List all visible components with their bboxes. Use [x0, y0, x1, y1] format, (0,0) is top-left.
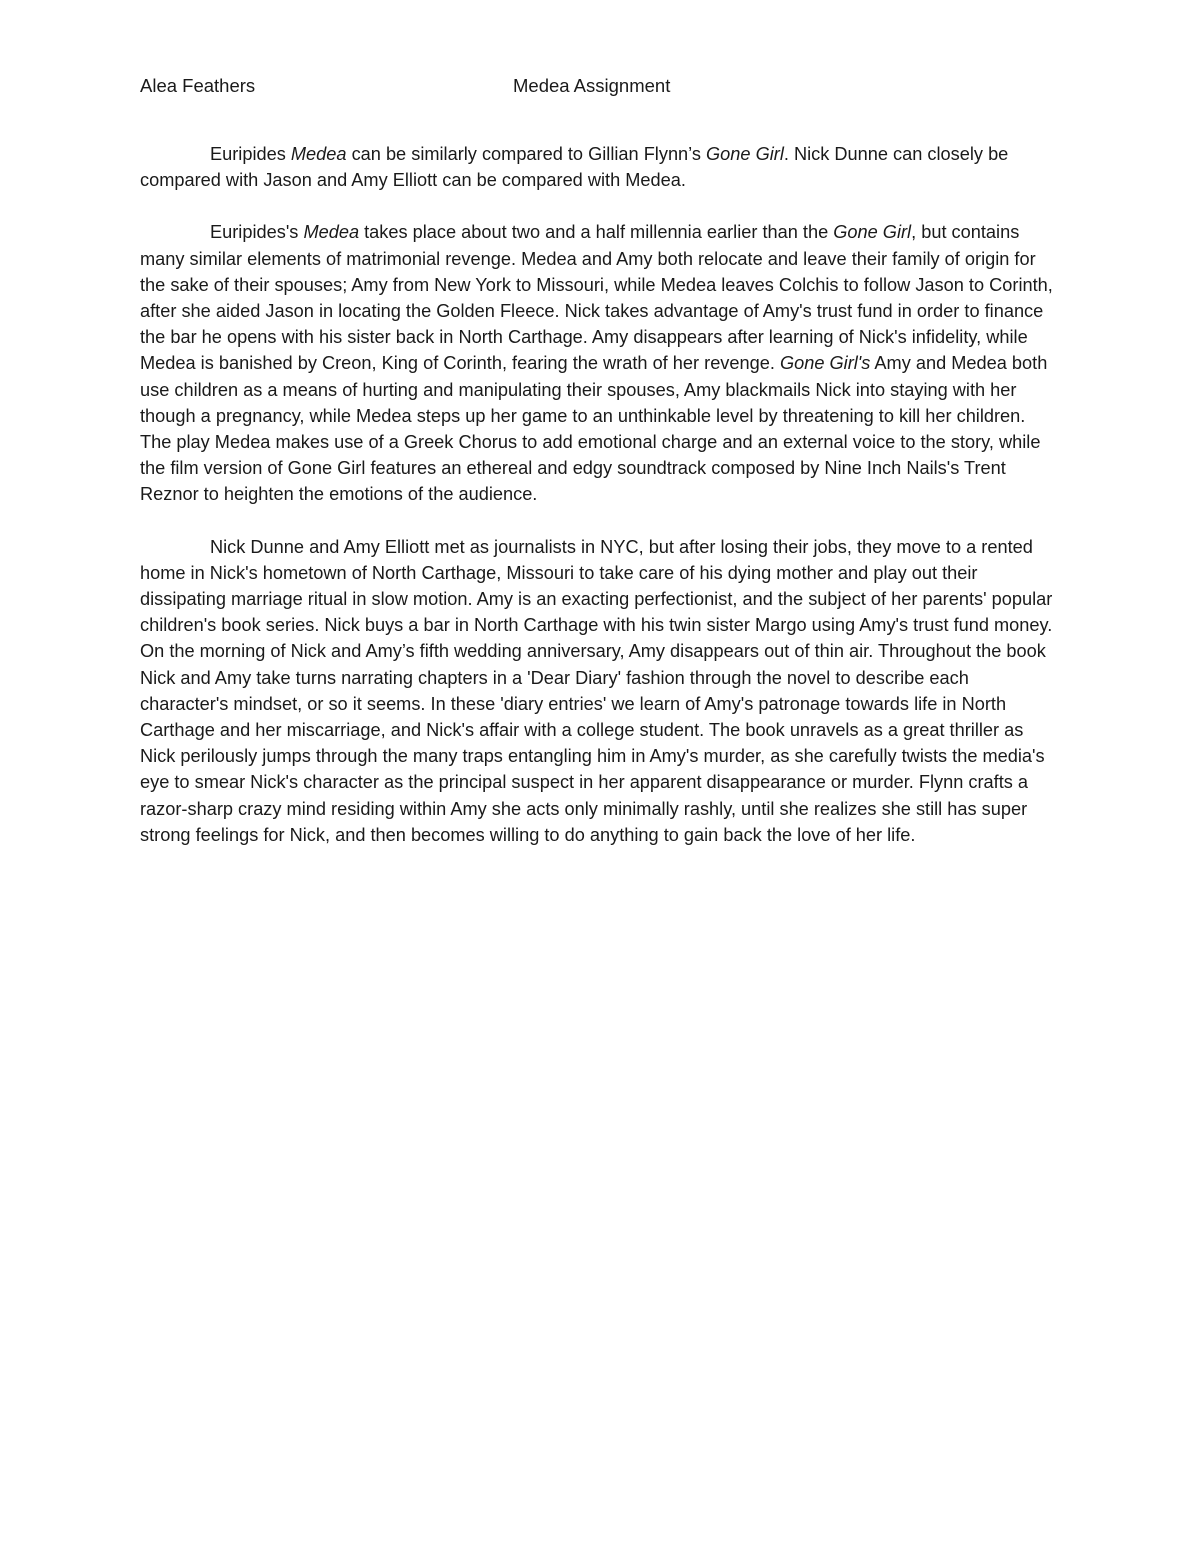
page-header — [140, 72, 1060, 100]
author-name: Alea Feathers — [140, 75, 256, 96]
italic-title-segment: Gone Girl — [706, 144, 784, 164]
essay-body — [140, 141, 1060, 874]
text-segment: . Nick Dunne can closely be compared with Jason and Amy Elliott can be compared with Medea. — [140, 144, 1009, 191]
text-segment: Amy and Medea both use children as a means of hurting and manipulating their spouses, Amy blackmails Nick into staying with her though a pregnancy, while Medea steps up her game to an unthinkable level by threatening to kill her children. The play Medea makes use of a Greek Chorus to add emotional charge and an external voice to the story, while the film version of Gone Girl features an ethereal and edgy soundtrack composed by Nine Inch Nails's Trent Reznor to heighten the emotions of the audience. — [140, 353, 1048, 505]
assignment-title: Medea Assignment — [513, 75, 671, 96]
paragraph-2 — [140, 219, 1060, 507]
text-segment: Euripides's — [210, 222, 304, 243]
paragraph-3 — [140, 534, 1060, 848]
italic-title-segment: Medea — [303, 222, 360, 243]
italic-title-segment: Gone Girl's — [779, 353, 871, 374]
text-segment: Euripides — [210, 144, 291, 164]
text-segment: takes place about two and a half millennia earlier than the — [359, 222, 834, 243]
text-segment: , but contains many similar elements of matrimonial revenge. Medea and Amy both relocate and leave their family of origin for the sake of their spouses; Amy from New York to Missouri, while Medea leaves Colchis to follow Jason to Corinth, after she aided Jason in locating the Golden Fleece. Nick takes advantage of Amy's trust fund in order to finance the bar he opens with his sister back in North Carthage. Amy disappears after learning of Nick's infidelity, while Medea is banished by Creon, King of Corinth, fearing the wrath of her revenge. — [140, 222, 1053, 374]
italic-title-segment: Gone Girl — [833, 222, 912, 243]
paragraph-1 — [140, 141, 1060, 193]
italic-title-segment: Medea — [290, 144, 347, 164]
text-segment: Nick Dunne and Amy Elliott met as journalists in NYC, but after losing their jobs, they move to a rented home in Nick's hometown of North Carthage, Missouri to take care of his dying mother and play out their dissipating marriage ritual in slow motion. Amy is an exacting perfectionist, and the subject of her parents' popular children's book series. Nick buys a bar in North Carthage with his twin sister Margo using Amy's trust fund money. On the morning of Nick and Amy’s fifth wedding anniversary, Amy disappears out of thin air. Throughout the book Nick and Amy take turns narrating chapters in a 'Dear Diary' fashion through the novel to describe each character's mindset, or so it seems. In these 'diary entries' we learn of Amy's patronage towards life in North Carthage and her miscarriage, and Nick's affair with a college student. The book unravels as a great thriller as Nick perilously jumps through the many traps entangling him in Amy's murder, as she carefully twists the media's eye to smear Nick's character as the principal suspect in her apparent disappearance or murder. Flynn crafts a razor-sharp crazy mind residing within Amy she acts only minimally rashly, until she realizes she still has super strong feelings for Nick, and then becomes willing to do anything to gain back the love of her life. — [140, 536, 1053, 845]
text-segment: can be similarly compared to Gillian Flynn’s — [346, 144, 707, 164]
